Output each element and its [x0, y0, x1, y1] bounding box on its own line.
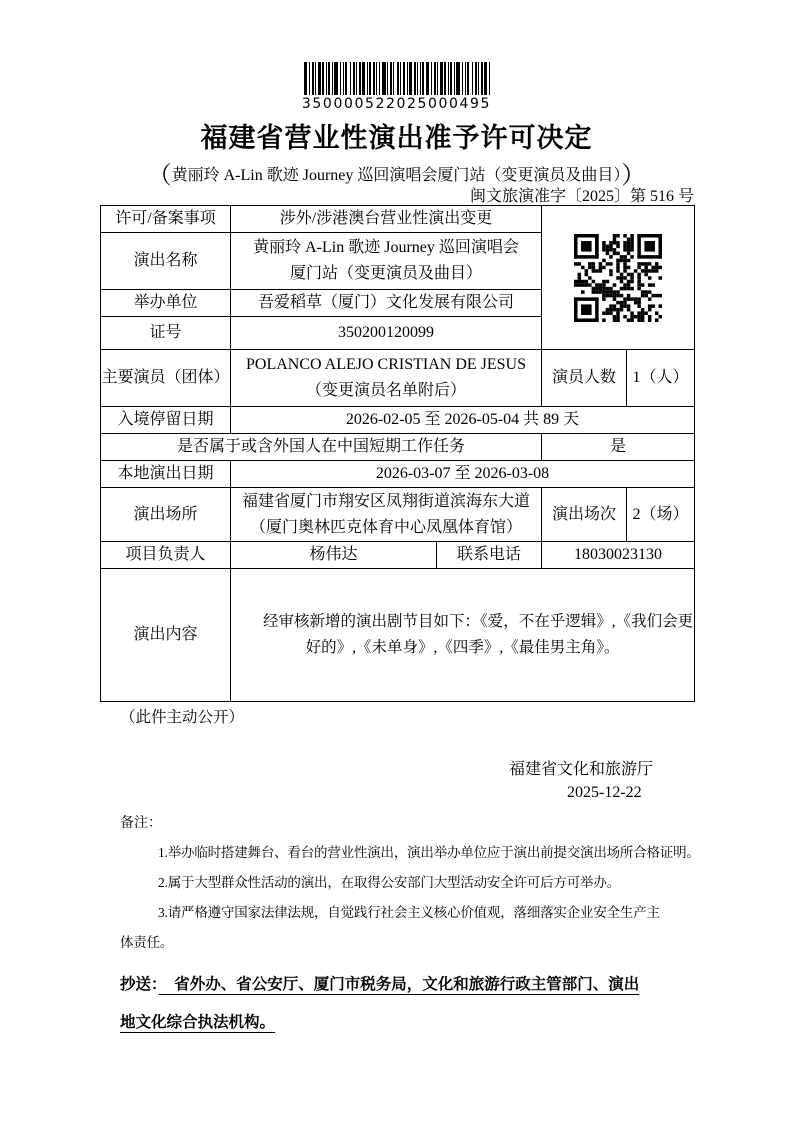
cc-recipients: 省外办、省公安厅、厦门市税务局，文化和旅游行政主管部门、演出地文化综合执法机构。 — [120, 976, 640, 1031]
notes-list — [120, 838, 700, 958]
page-title: 福建省营业性演出准予许可决定 — [200, 123, 593, 153]
performer-line2: （变更演员名单附后） — [306, 382, 467, 399]
local-date-value: 2026-03-07 至 2026-03-08 — [231, 461, 695, 488]
performer-count-label: 演员人数 — [542, 350, 627, 407]
show-name-value — [231, 233, 542, 290]
entry-stay-value: 2026-02-05 至 2026-05-04 共 89 天 — [231, 407, 695, 434]
table-row — [101, 434, 695, 461]
entry-stay-label: 入境停留日期 — [101, 407, 231, 434]
cert-no-label: 证号 — [101, 317, 231, 350]
table-row — [101, 569, 695, 702]
cc-label: 抄送： — [120, 976, 159, 993]
venue-value — [231, 488, 542, 542]
sessions-value: 2（场） — [627, 488, 695, 542]
qr-cell — [542, 206, 695, 350]
venue-line2: （厦门奥林匹克体育中心凤凰体育馆） — [250, 518, 523, 536]
foreign-work-value: 是 — [542, 434, 695, 461]
permit-item-value: 涉外/涉港澳台营业性演出变更 — [231, 206, 542, 233]
document-number: 闽文旅演准字〔2025〕第 516 号 — [469, 188, 694, 205]
table-row — [101, 542, 695, 569]
cc-block — [120, 966, 640, 1042]
performer-label: 主要演员（团体） — [101, 350, 231, 407]
phone-value: 18030023130 — [542, 542, 695, 569]
table-row — [101, 407, 695, 434]
performer-line1: POLANCO ALEJO CRISTIAN DE JESUS — [245, 356, 527, 373]
content-value — [231, 569, 695, 702]
show-name-line2: 厦门站（变更演员及曲目） — [290, 265, 483, 282]
performer-count-value: 1（人） — [627, 350, 695, 407]
organizer-value: 吾爱稻草（厦门）文化发展有限公司 — [231, 290, 542, 317]
note-item-2: 2.属于大型群众性活动的演出，在取得公安部门大型活动安全许可后方可举办。 — [158, 875, 620, 890]
venue-label: 演出场所 — [101, 488, 231, 542]
local-date-label: 本地演出日期 — [101, 461, 231, 488]
table-row — [101, 206, 695, 233]
note-item-1: 1.举办临时搭建舞台、看台的营业性演出，演出举办单位应于演出前提交演出场所合格证明。 — [158, 845, 700, 860]
venue-line1: 福建省厦门市翔安区凤翔街道滨海东大道 — [242, 492, 531, 510]
notes-label: 备注： — [120, 816, 162, 831]
foreign-work-label: 是否属于或含外国人在中国短期工作任务 — [101, 434, 542, 461]
phone-label: 联系电话 — [437, 542, 542, 569]
permit-item-label: 许可/备案事项 — [101, 206, 231, 233]
subtitle-text: 黄丽玲 A-Lin 歌迹 Journey 巡回演唱会厦门站（变更演员及曲目） — [171, 167, 622, 184]
sessions-label: 演出场次 — [542, 488, 627, 542]
qr-code-icon — [574, 234, 662, 322]
table-row — [101, 488, 695, 542]
permit-table — [100, 205, 695, 702]
table-row — [101, 461, 695, 488]
issuing-authority: 福建省文化和旅游厅 — [509, 761, 654, 778]
subtitle-close-paren: ） — [621, 163, 646, 189]
barcode-icon — [304, 62, 490, 95]
barcode-block — [0, 62, 793, 112]
content-text: 经审核新增的演出剧节目如下：《爱，不在乎逻辑》,《我们会更好的》,《未单身》,《四季》,《最佳男主角》。 — [262, 613, 694, 656]
show-name-label: 演出名称 — [101, 233, 231, 290]
subtitle-open-paren: （ — [147, 163, 172, 189]
table-row — [101, 350, 695, 407]
manager-label: 项目负责人 — [101, 542, 231, 569]
note-item-3: 3.请严格遵守国家法律法规，自觉践行社会主义核心价值观，落细落实企业安全生产主体责任。 — [120, 905, 660, 950]
cert-no-value: 350200120099 — [231, 317, 542, 350]
issue-date: 2025-12-22 — [567, 784, 642, 801]
content-label: 演出内容 — [101, 569, 231, 702]
disclosure-note: （此件主动公开） — [120, 709, 245, 726]
barcode-number: 350000522025000495 — [301, 96, 492, 112]
organizer-label: 举办单位 — [101, 290, 231, 317]
performer-value — [231, 350, 542, 407]
show-name-line1: 黄丽玲 A-Lin 歌迹 Journey 巡回演唱会 — [253, 239, 519, 256]
manager-value: 杨伟达 — [231, 542, 437, 569]
